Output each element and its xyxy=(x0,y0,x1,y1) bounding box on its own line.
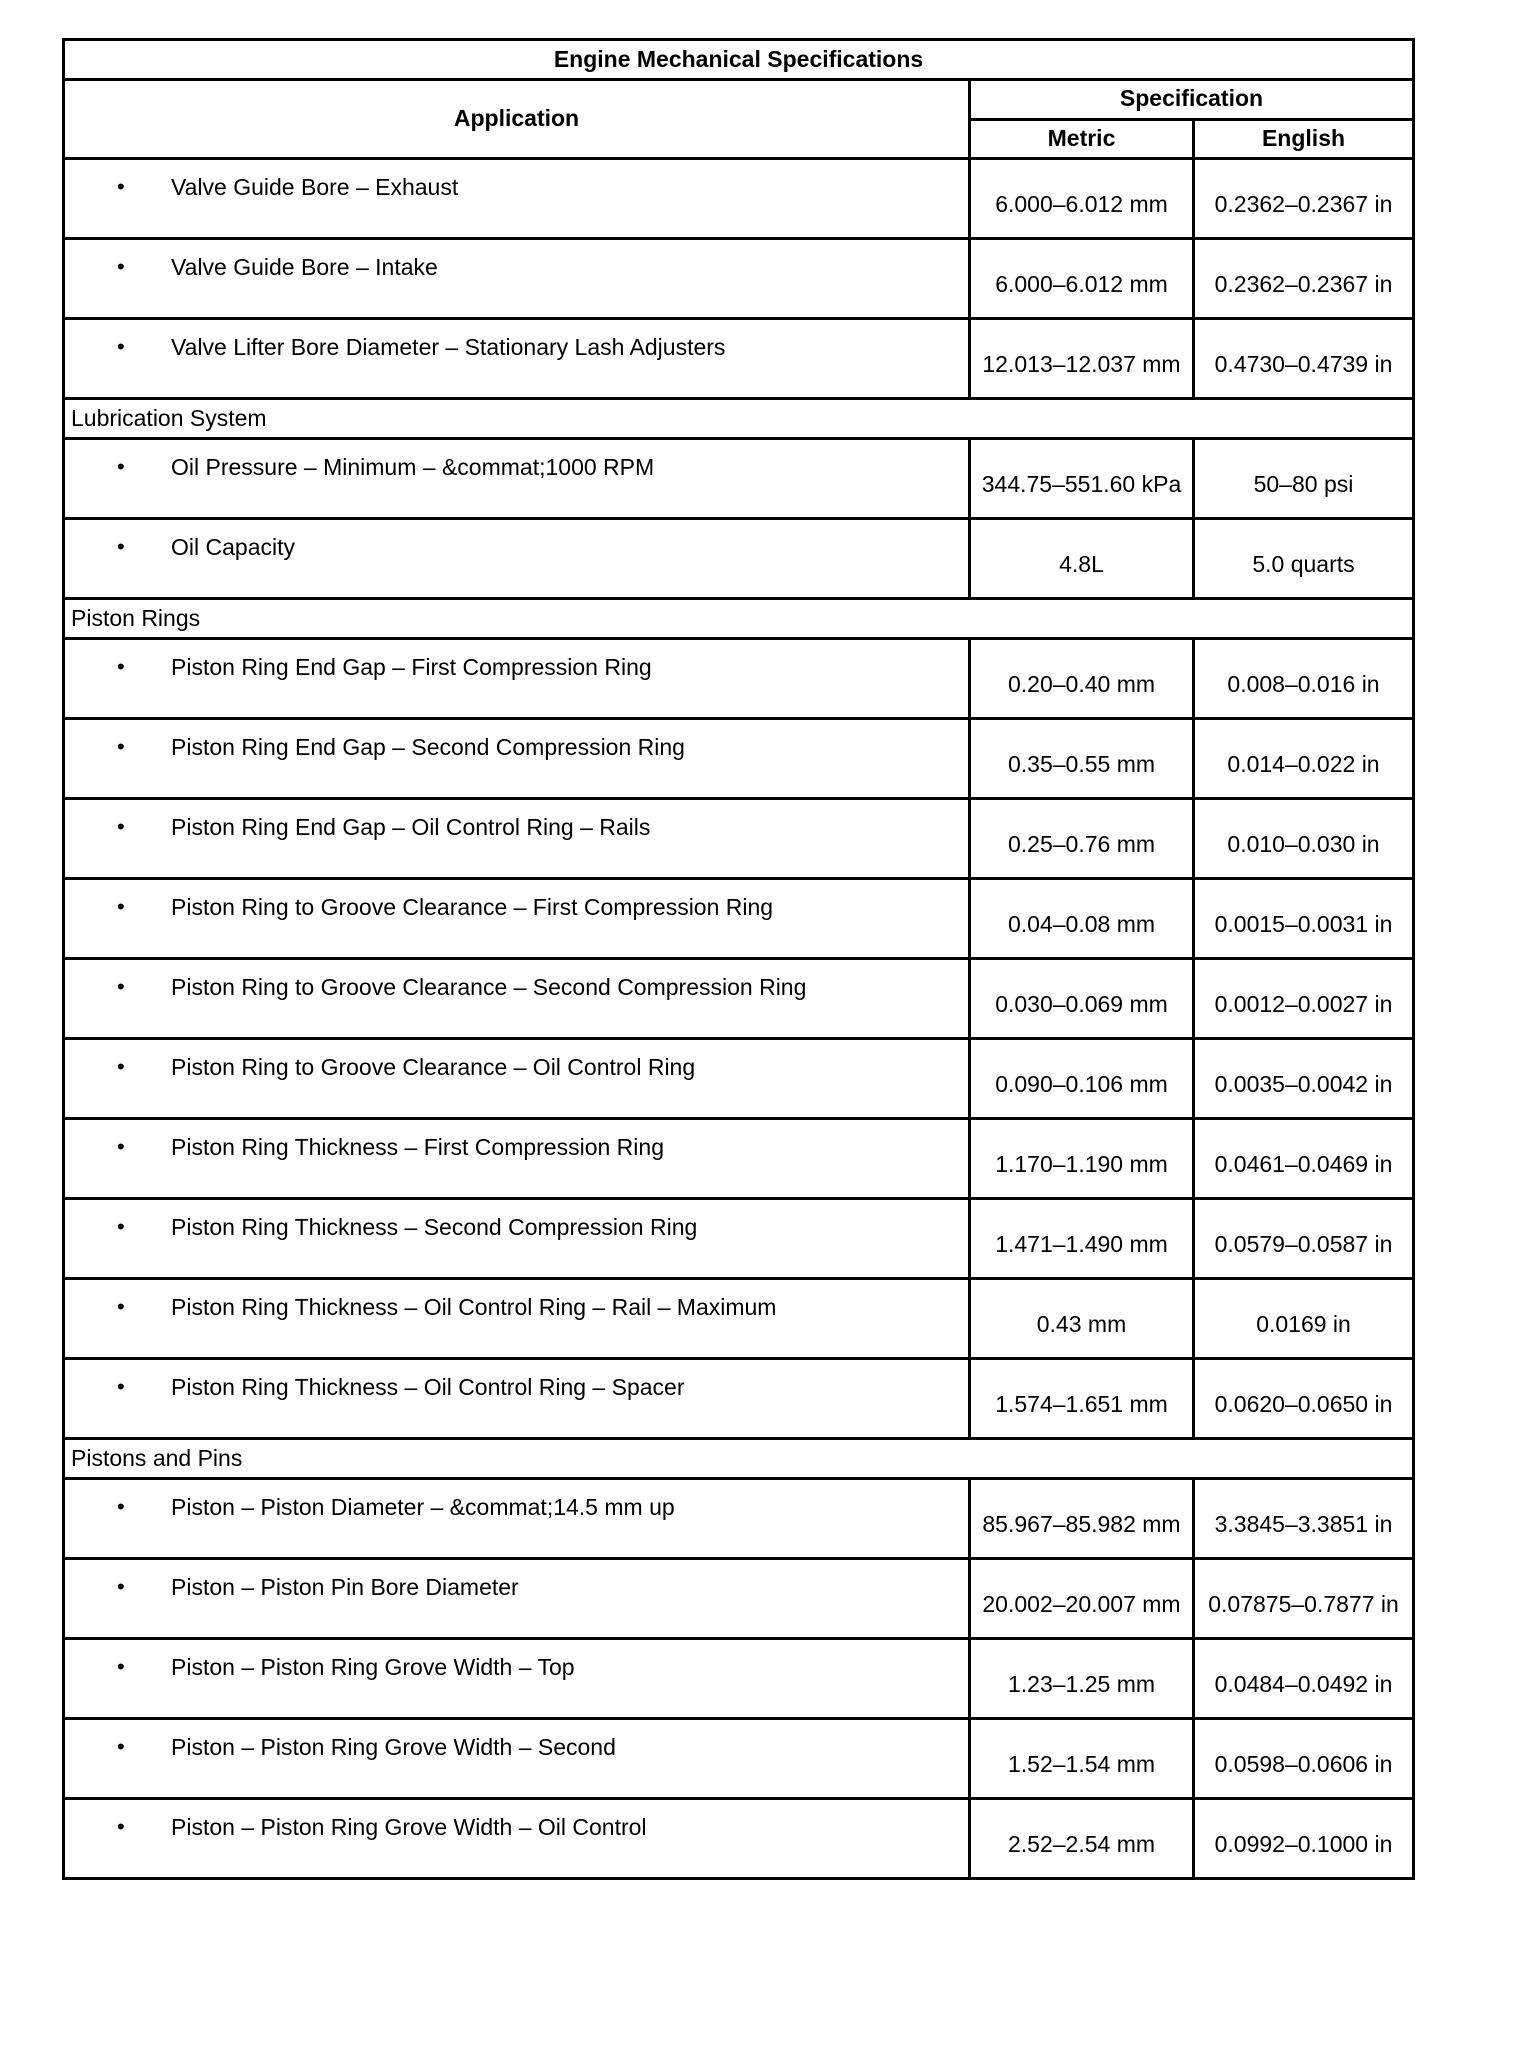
spec-table-body xyxy=(64,159,1414,1879)
application-cell xyxy=(64,959,970,1039)
english-value: 0.014–0.022 in xyxy=(1194,719,1414,799)
application-label: Piston – Piston Ring Grove Width – Oil Control xyxy=(171,1814,647,1840)
bullet-icon: • xyxy=(117,1374,125,1399)
metric-value: 6.000–6.012 mm xyxy=(970,159,1194,239)
bullet-icon: • xyxy=(117,654,125,679)
metric-value: 4.8L xyxy=(970,519,1194,599)
table-row xyxy=(64,1279,1414,1359)
application-cell xyxy=(64,159,970,239)
bullet-icon: • xyxy=(117,814,125,839)
bullet-icon: • xyxy=(117,174,125,199)
metric-value: 0.090–0.106 mm xyxy=(970,1039,1194,1119)
metric-value: 1.471–1.490 mm xyxy=(970,1199,1194,1279)
section-heading: Lubrication System xyxy=(64,399,1414,439)
table-row xyxy=(64,799,1414,879)
english-value: 0.0484–0.0492 in xyxy=(1194,1639,1414,1719)
bullet-icon: • xyxy=(117,894,125,919)
english-value: 50–80 psi xyxy=(1194,439,1414,519)
header-english: English xyxy=(1194,119,1414,159)
table-row xyxy=(64,1559,1414,1639)
english-value: 0.0035–0.0042 in xyxy=(1194,1039,1414,1119)
application-cell xyxy=(64,1279,970,1359)
application-cell xyxy=(64,1039,970,1119)
english-value: 0.0579–0.0587 in xyxy=(1194,1199,1414,1279)
table-row xyxy=(64,439,1414,519)
application-label: Piston Ring End Gap – Second Compression Ring xyxy=(171,734,685,760)
application-cell xyxy=(64,1479,970,1559)
english-value: 0.0015–0.0031 in xyxy=(1194,879,1414,959)
application-label: Piston – Piston Ring Grove Width – Top xyxy=(171,1654,575,1680)
english-value: 0.008–0.016 in xyxy=(1194,639,1414,719)
metric-value: 1.574–1.651 mm xyxy=(970,1359,1194,1439)
bullet-icon: • xyxy=(117,454,125,479)
bullet-icon: • xyxy=(117,534,125,559)
application-cell xyxy=(64,1559,970,1639)
english-value: 0.07875–0.7877 in xyxy=(1194,1559,1414,1639)
table-title: Engine Mechanical Specifications xyxy=(64,40,1414,80)
application-label: Piston – Piston Ring Grove Width – Second xyxy=(171,1734,616,1760)
metric-value: 20.002–20.007 mm xyxy=(970,1559,1194,1639)
application-label: Oil Pressure – Minimum – &commat;1000 RPM xyxy=(171,454,655,480)
application-cell xyxy=(64,1639,970,1719)
application-cell xyxy=(64,1119,970,1199)
application-cell xyxy=(64,519,970,599)
application-label: Piston – Piston Diameter – &commat;14.5 mm up xyxy=(171,1494,675,1520)
application-cell xyxy=(64,799,970,879)
bullet-icon: • xyxy=(117,1574,125,1599)
application-cell xyxy=(64,639,970,719)
bullet-icon: • xyxy=(117,1494,125,1519)
bullet-icon: • xyxy=(117,254,125,279)
english-value: 0.0169 in xyxy=(1194,1279,1414,1359)
metric-value: 1.170–1.190 mm xyxy=(970,1119,1194,1199)
application-cell xyxy=(64,719,970,799)
application-label: Piston Ring to Groove Clearance – Oil Control Ring xyxy=(171,1054,696,1080)
section-row xyxy=(64,599,1414,639)
bullet-icon: • xyxy=(117,1054,125,1079)
application-cell xyxy=(64,879,970,959)
metric-value: 0.25–0.76 mm xyxy=(970,799,1194,879)
table-row xyxy=(64,719,1414,799)
application-cell xyxy=(64,239,970,319)
english-value: 5.0 quarts xyxy=(1194,519,1414,599)
english-value: 0.0012–0.0027 in xyxy=(1194,959,1414,1039)
header-metric: Metric xyxy=(970,119,1194,159)
table-row xyxy=(64,1119,1414,1199)
section-heading: Piston Rings xyxy=(64,599,1414,639)
english-value: 0.010–0.030 in xyxy=(1194,799,1414,879)
application-label: Piston Ring End Gap – First Compression Ring xyxy=(171,654,652,680)
table-row xyxy=(64,1479,1414,1559)
application-label: Piston Ring Thickness – Oil Control Ring – Spacer xyxy=(171,1374,685,1400)
english-value: 0.0598–0.0606 in xyxy=(1194,1719,1414,1799)
header-specification: Specification xyxy=(970,80,1414,120)
table-row xyxy=(64,319,1414,399)
table-row xyxy=(64,1199,1414,1279)
bullet-icon: • xyxy=(117,1214,125,1239)
application-cell xyxy=(64,1719,970,1799)
metric-value: 6.000–6.012 mm xyxy=(970,239,1194,319)
bullet-icon: • xyxy=(117,1654,125,1679)
section-row xyxy=(64,1439,1414,1479)
bullet-icon: • xyxy=(117,974,125,999)
table-row xyxy=(64,879,1414,959)
table-row xyxy=(64,1799,1414,1879)
table-row xyxy=(64,239,1414,319)
application-cell xyxy=(64,1199,970,1279)
application-cell xyxy=(64,319,970,399)
bullet-icon: • xyxy=(117,1734,125,1759)
application-cell xyxy=(64,439,970,519)
table-row xyxy=(64,159,1414,239)
metric-value: 0.20–0.40 mm xyxy=(970,639,1194,719)
table-row xyxy=(64,1359,1414,1439)
application-label: Oil Capacity xyxy=(171,534,295,560)
metric-value: 1.52–1.54 mm xyxy=(970,1719,1194,1799)
header-application: Application xyxy=(64,80,970,159)
application-label: Piston Ring Thickness – Second Compression Ring xyxy=(171,1214,698,1240)
metric-value: 0.43 mm xyxy=(970,1279,1194,1359)
table-row xyxy=(64,519,1414,599)
metric-value: 344.75–551.60 kPa xyxy=(970,439,1194,519)
section-row xyxy=(64,399,1414,439)
english-value: 0.0992–0.1000 in xyxy=(1194,1799,1414,1879)
table-row xyxy=(64,959,1414,1039)
table-row xyxy=(64,1039,1414,1119)
application-label: Piston Ring to Groove Clearance – Second Compression Ring xyxy=(171,974,807,1000)
application-label: Piston Ring to Groove Clearance – First Compression Ring xyxy=(171,894,774,920)
spec-table xyxy=(62,38,1415,1880)
application-label: Valve Guide Bore – Intake xyxy=(171,254,438,280)
english-value: 0.0461–0.0469 in xyxy=(1194,1119,1414,1199)
table-row xyxy=(64,639,1414,719)
metric-value: 0.35–0.55 mm xyxy=(970,719,1194,799)
application-cell xyxy=(64,1799,970,1879)
application-cell xyxy=(64,1359,970,1439)
english-value: 0.0620–0.0650 in xyxy=(1194,1359,1414,1439)
bullet-icon: • xyxy=(117,334,125,359)
section-heading: Pistons and Pins xyxy=(64,1439,1414,1479)
metric-value: 12.013–12.037 mm xyxy=(970,319,1194,399)
application-label: Valve Lifter Bore Diameter – Stationary Lash Adjusters xyxy=(171,334,726,360)
bullet-icon: • xyxy=(117,1814,125,1839)
english-value: 0.2362–0.2367 in xyxy=(1194,159,1414,239)
application-label: Piston Ring Thickness – Oil Control Ring – Rail – Maximum xyxy=(171,1294,777,1320)
english-value: 3.3845–3.3851 in xyxy=(1194,1479,1414,1559)
table-row xyxy=(64,1639,1414,1719)
metric-value: 1.23–1.25 mm xyxy=(970,1639,1194,1719)
application-label: Piston Ring Thickness – First Compression Ring xyxy=(171,1134,664,1160)
bullet-icon: • xyxy=(117,1294,125,1319)
english-value: 0.2362–0.2367 in xyxy=(1194,239,1414,319)
bullet-icon: • xyxy=(117,734,125,759)
table-row xyxy=(64,1719,1414,1799)
metric-value: 2.52–2.54 mm xyxy=(970,1799,1194,1879)
application-label: Valve Guide Bore – Exhaust xyxy=(171,174,459,200)
metric-value: 0.04–0.08 mm xyxy=(970,879,1194,959)
application-label: Piston – Piston Pin Bore Diameter xyxy=(171,1574,519,1600)
bullet-icon: • xyxy=(117,1134,125,1159)
application-label: Piston Ring End Gap – Oil Control Ring – Rails xyxy=(171,814,651,840)
metric-value: 85.967–85.982 mm xyxy=(970,1479,1194,1559)
metric-value: 0.030–0.069 mm xyxy=(970,959,1194,1039)
english-value: 0.4730–0.4739 in xyxy=(1194,319,1414,399)
